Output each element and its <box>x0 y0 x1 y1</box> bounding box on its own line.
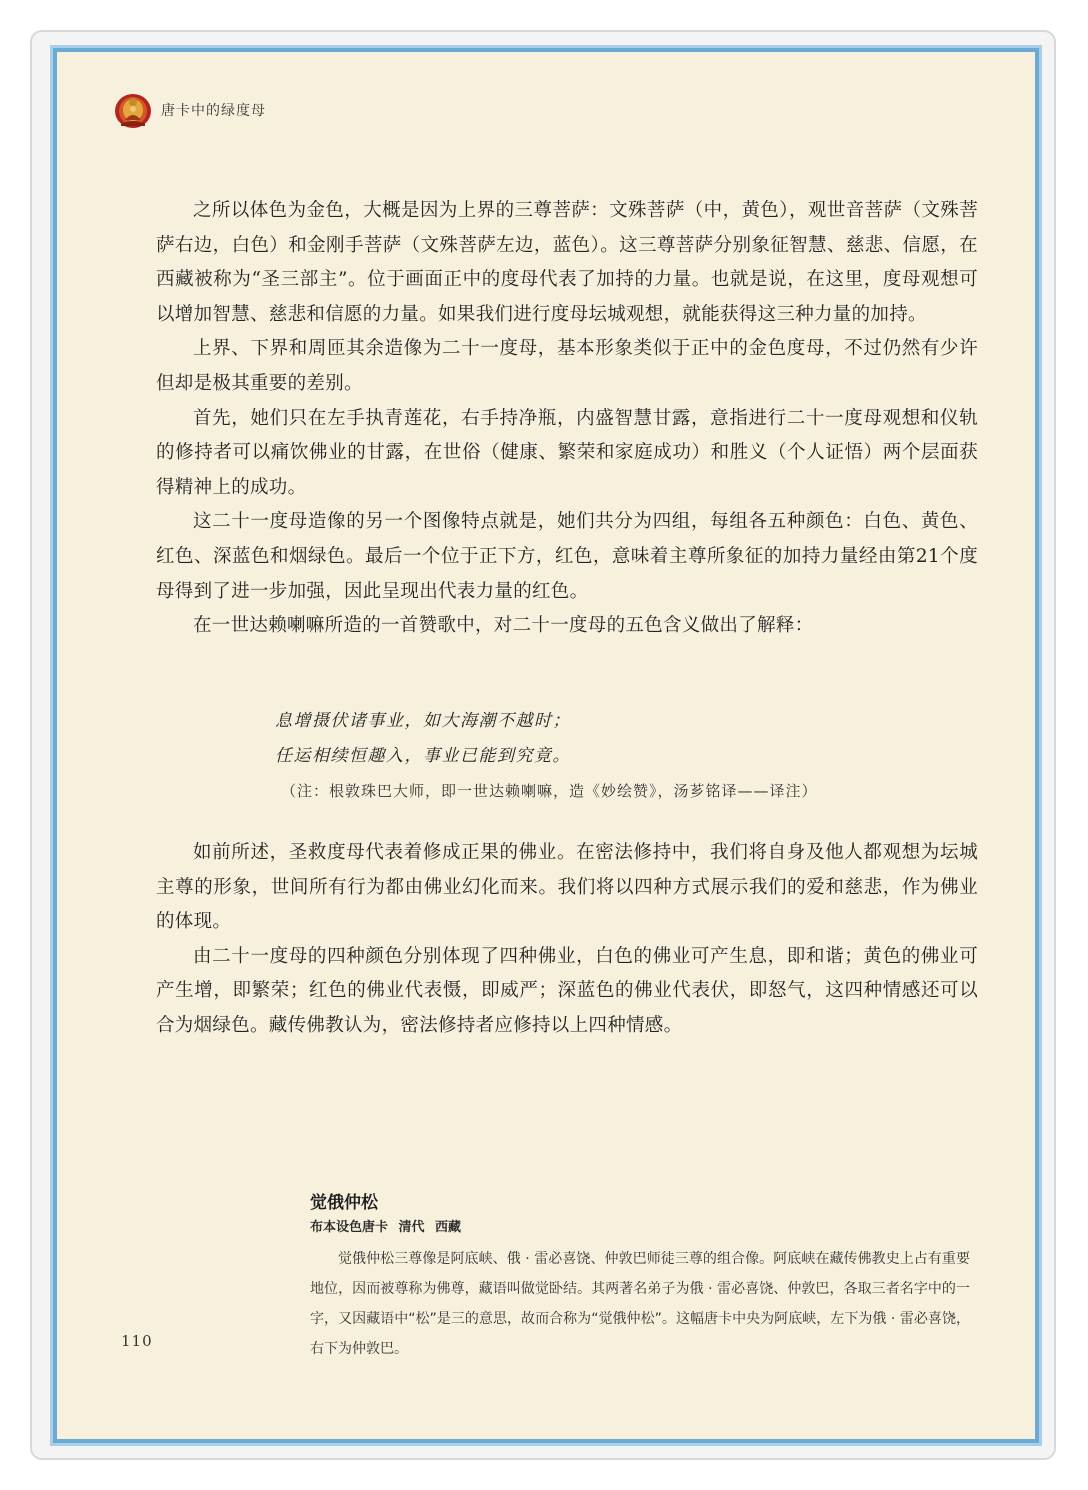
paragraph: 在一世达赖喇嘛所造的一首赞歌中，对二十一度母的五色含义做出了解释： <box>193 615 814 637</box>
paragraph: 这二十一度母造像的另一个图像特点就是，她们共分为四组，每组各五种颜色：白色、黄色、红色、深蓝色和烟绿色。最后一个位于正下方，红色，意味着主尊所象征的加持力量经由第21个度母得到了进一步加强，因此呈现出代表力量的红色。 <box>156 511 978 602</box>
caption-title: 觉俄仲松 <box>310 1193 378 1213</box>
running-title: 唐卡中的绿度母 <box>161 103 266 119</box>
hymn-verse <box>275 704 975 806</box>
paragraph: 上界、下界和周匝其余造像为二十一度母，基本形象类似于正中的金色度母，不过仍然有少许但却是极其重要的差别。 <box>156 338 978 394</box>
main-text-block <box>156 194 978 644</box>
verse-line: 息增摄伏诸事业，如大海潮不越时； <box>275 711 571 731</box>
paragraph: 由二十一度母的四种颜色分别体现了四种佛业，白色的佛业可产生息，即和谐；黄色的佛业可产生增，即繁荣；红色的佛业代表慑，即威严；深蓝色的佛业代表伏，即怒气，这四种情感还可以合为烟绿色。藏传佛教认为，密法修持者应修持以上四种情感。 <box>156 945 978 1036</box>
main-text-block-2 <box>156 836 978 1044</box>
running-head <box>113 90 266 130</box>
paragraph: 如前所述，圣救度母代表着修成正果的佛业。在密法修持中，我们将自身及他人都观想为坛城主尊的形象，世间所有行为都由佛业幻化而来。我们将以四种方式展示我们的爱和慈悲，作为佛业的体现。 <box>156 842 978 933</box>
translator-note: （注：根敦珠巴大师，即一世达赖喇嘛，造《妙绘赞》，汤芗铭译——译注） <box>281 782 818 800</box>
verse-line: 任运相续恒趣入，事业已能到究竟。 <box>275 746 571 766</box>
figure-caption <box>310 1190 970 1364</box>
page-number: 110 <box>121 1332 153 1350</box>
caption-text: 觉俄仲松三尊像是阿底峡、俄 · 雷必喜饶、仲敦巴师徒三尊的组合像。阿底峡在藏传佛教史上占有重要地位，因而被尊称为佛尊，藏语叫做觉卧结。其两著名弟子为俄 · 雷必喜饶、仲敦巴，各取三者名字中的一字，又因藏语中“松”是三的意思，故而合称为“觉俄仲松”。这幅唐卡中央为阿底峡，左下为俄 · 雷必喜饶，右下为仲敦巴。 <box>310 1251 970 1357</box>
caption-subtitle: 布本设色唐卡 清代 西藏 <box>310 1220 462 1235</box>
thangka-deity-icon <box>113 90 153 130</box>
paragraph: 首先，她们只在左手执青莲花，右手持净瓶，内盛智慧甘露，意指进行二十一度母观想和仪轨的修持者可以痛饮佛业的甘露，在世俗（健康、繁荣和家庭成功）和胜义（个人证悟）两个层面获得精神上的成功。 <box>156 407 978 498</box>
book-page <box>53 48 1039 1443</box>
paragraph: 之所以体色为金色，大概是因为上界的三尊菩萨：文殊菩萨（中，黄色），观世音菩萨（文殊菩萨右边，白色）和金刚手菩萨（文殊菩萨左边，蓝色）。这三尊菩萨分别象征智慧、慈悲、信愿，在西藏被称为“圣三部主”。位于画面正中的度母代表了加持的力量。也就是说，在这里，度母观想可以增加智慧、慈悲和信愿的力量。如果我们进行度母坛城观想，就能获得这三种力量的加持。 <box>156 200 978 325</box>
